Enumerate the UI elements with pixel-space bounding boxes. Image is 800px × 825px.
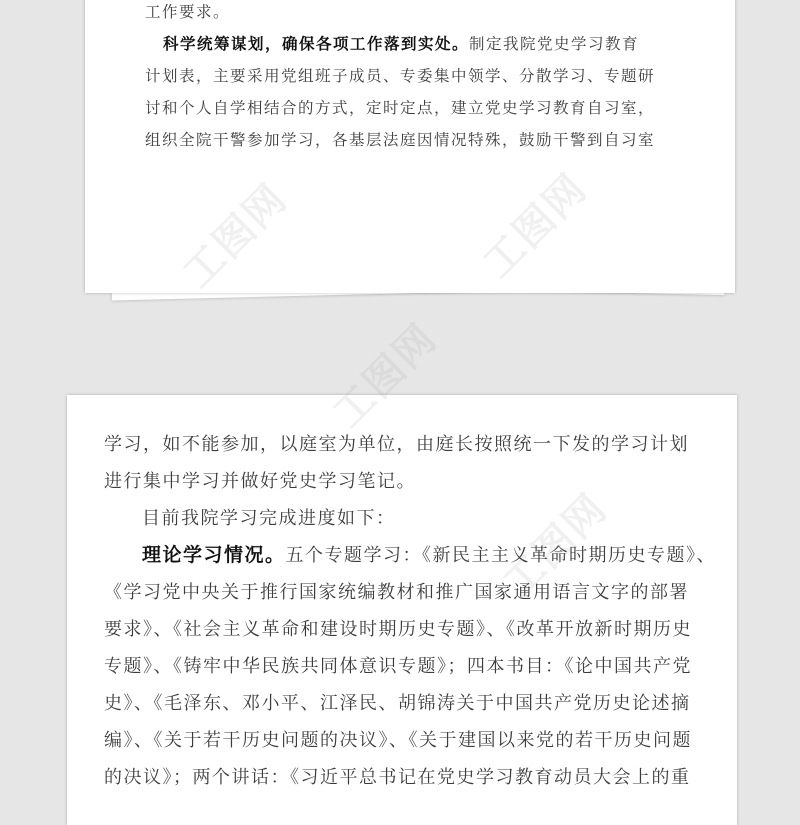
paragraph-line: 科学统筹谋划，确保各项工作落到实处。制定我院党史学习教育 [163, 35, 640, 53]
bottom-page-text [104, 426, 717, 796]
paragraph-line: 史》、《毛泽东、邓小平、江泽民、胡锦涛关于中国共产党历史论述摘 [104, 693, 691, 714]
paragraph-line: 编》、《关于若干历史问题的决议》、《关于建国以来党的若干历史问题 [104, 730, 692, 751]
paragraph-line: 目前我院学习完成进度如下： [142, 508, 396, 529]
paragraph-line: 计划表，主要采用党组班子成员、专委集中领学、分散学习、专题研 [145, 67, 656, 85]
paragraph-line: 《学习党中央关于推行国家统编教材和推广国家通用语言文字的部署 [104, 582, 689, 603]
paragraph-line: 讨和个人自学相结合的方式，定时定点，建立党史学习教育自习室， [145, 99, 656, 117]
paragraph-line: 组织全院干警参加学习，各基层法庭因情况特殊，鼓励干警到自习室 [145, 131, 656, 149]
top-page-text [145, 0, 705, 156]
bold-heading: 科学统筹谋划，确保各项工作落到实处。 [163, 35, 470, 53]
watermark-logo: 工图网 [324, 315, 447, 437]
bold-heading: 理论学习情况。 [142, 544, 286, 566]
paragraph-line: 专题》、《铸牢中华民族共同体意识专题》；四本书目：《论中国共产党 [104, 656, 692, 677]
paragraph-line: 进行集中学习并做好党史学习笔记。 [104, 471, 416, 492]
paragraph-line: 要求》、《社会主义革命和建设时期历史专题》、《改革开放新时期历史 [104, 619, 692, 640]
paragraph-line: 学习，如不能参加，以庭室为单位，由庭长按照统一下发的学习计划 [104, 434, 689, 455]
paragraph-line: 理论学习情况。五个专题学习：《新民主主义革命时期历史专题》、 [142, 544, 717, 566]
paragraph-line: 工作要求。 [145, 3, 231, 21]
paragraph-line: 的决议》；两个讲话：《习近平总书记在党史学习教育动员大会上的重 [104, 767, 691, 788]
